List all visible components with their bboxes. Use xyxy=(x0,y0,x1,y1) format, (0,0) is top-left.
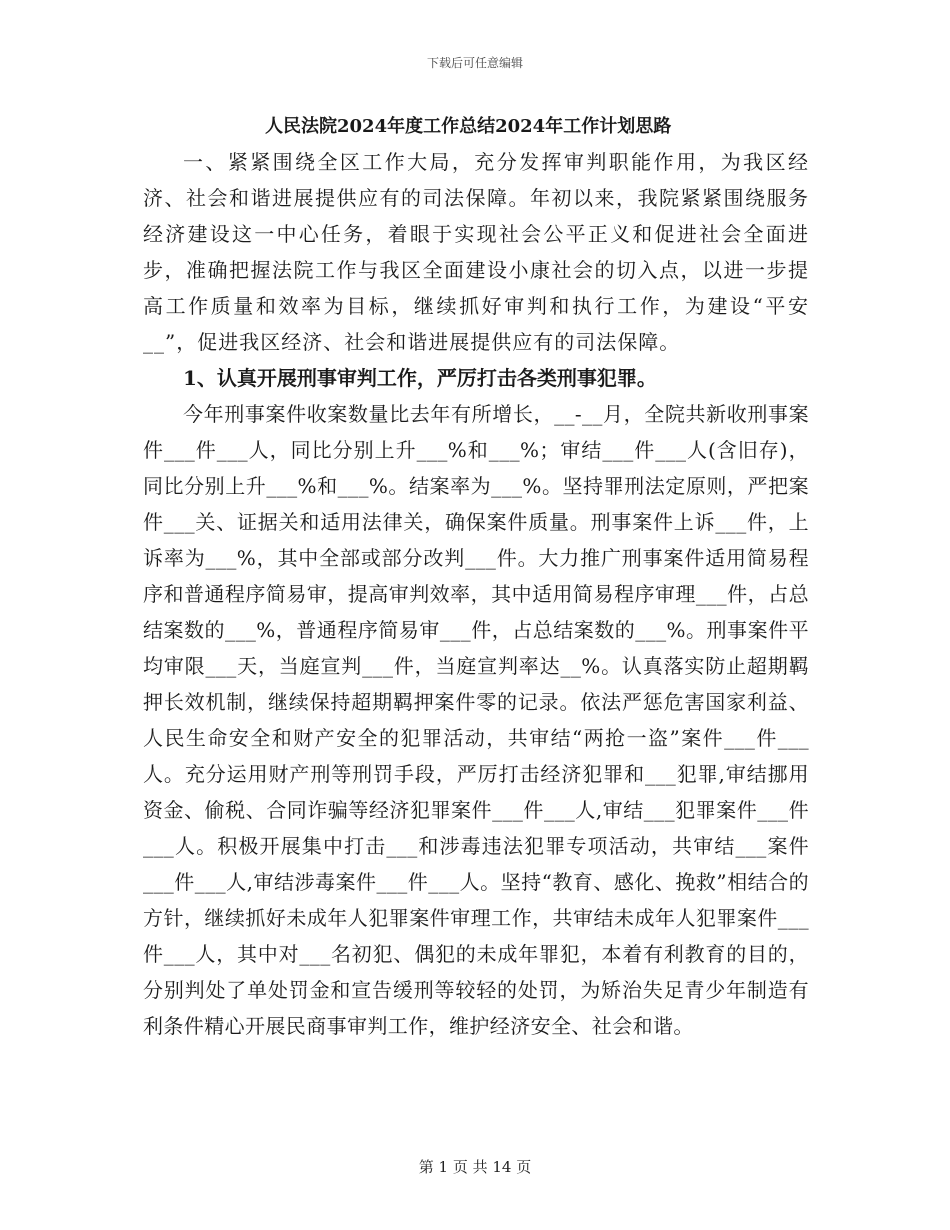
paragraph-intro: 一、紧紧围绕全区工作大局，充分发挥审判职能作用，为我区经济、社会和谐进展提供应有的司法保障。年初以来，我院紧紧围绕服务经济建设这一中心任务，着眼于实现社会公平正义和促进社会全面进步，准确把握法院工作与我区全面建设小康社会的切入点，以进一步提高工作质量和效率为目标，继续抓好审判和执行工作，为建设“平安__”，促进我区经济、社会和谐进展提供应有的司法保障。 xyxy=(143,150,809,354)
page-indicator: 第 1 页 共 14 页 xyxy=(418,1158,532,1176)
paragraph-criminal-trials: 今年刑事案件收案数量比去年有所增长，__-__月，全院共新收刑事案件___件___人，同比分别上升___%和___%；审结___件___人(含旧存)，同比分别上升___%和___%。结案率为___%。坚持罪刑法定原则，严把案件___关、证据关和适用法律关，确保案件质量。刑事案件上诉___件，上诉率为___%，其中全部或部分改判___件。大力推广刑事案件适用简易程序和普通程序简易审，提高审判效率，其中适用简易程序审理___件，占总结案数的___%，普通程序简易审___件，占总结案数的___%。刑事案件平均审限___天，当庭宣判___件，当庭宣判率达__%。认真落实防止超期羁押长效机制，继续保持超期羁押案件零的记录。依法严惩危害国家利益、人民生命安全和财产安全的犯罪活动，共审结“两抢一盗”案件___件___人。充分运用财产刑等刑罚手段，严厉打击经济犯罪和___犯罪,审结挪用资金、偷税、合同诈骗等经济犯罪案件___件___人,审结___犯罪案件___件___人。积极开展集中打击___和涉毒违法犯罪专项活动，共审结___案件___件___人,审结涉毒案件___件___人。坚持“教育、感化、挽救”相结合的方针，继续抓好未成年人犯罪案件审理工作，共审结未成年人犯罪案件___件___人，其中对___名初犯、偶犯的未成年罪犯，本着有利教育的目的，分别判处了单处罚金和宣告缓刑等较轻的处罚，为矫治失足青少年制造有利条件精心开展民商事审判工作，维护经济安全、社会和谐。 xyxy=(143,402,809,1038)
header-note: 下载后可任意编辑 xyxy=(426,56,523,70)
document-title: 人民法院2024年度工作总结2024年工作计划思路 xyxy=(265,116,672,137)
document-body xyxy=(143,110,809,1044)
section-heading: 1、认真开展刑事审判工作，严厉打击各类刑事犯罪。 xyxy=(183,366,657,390)
